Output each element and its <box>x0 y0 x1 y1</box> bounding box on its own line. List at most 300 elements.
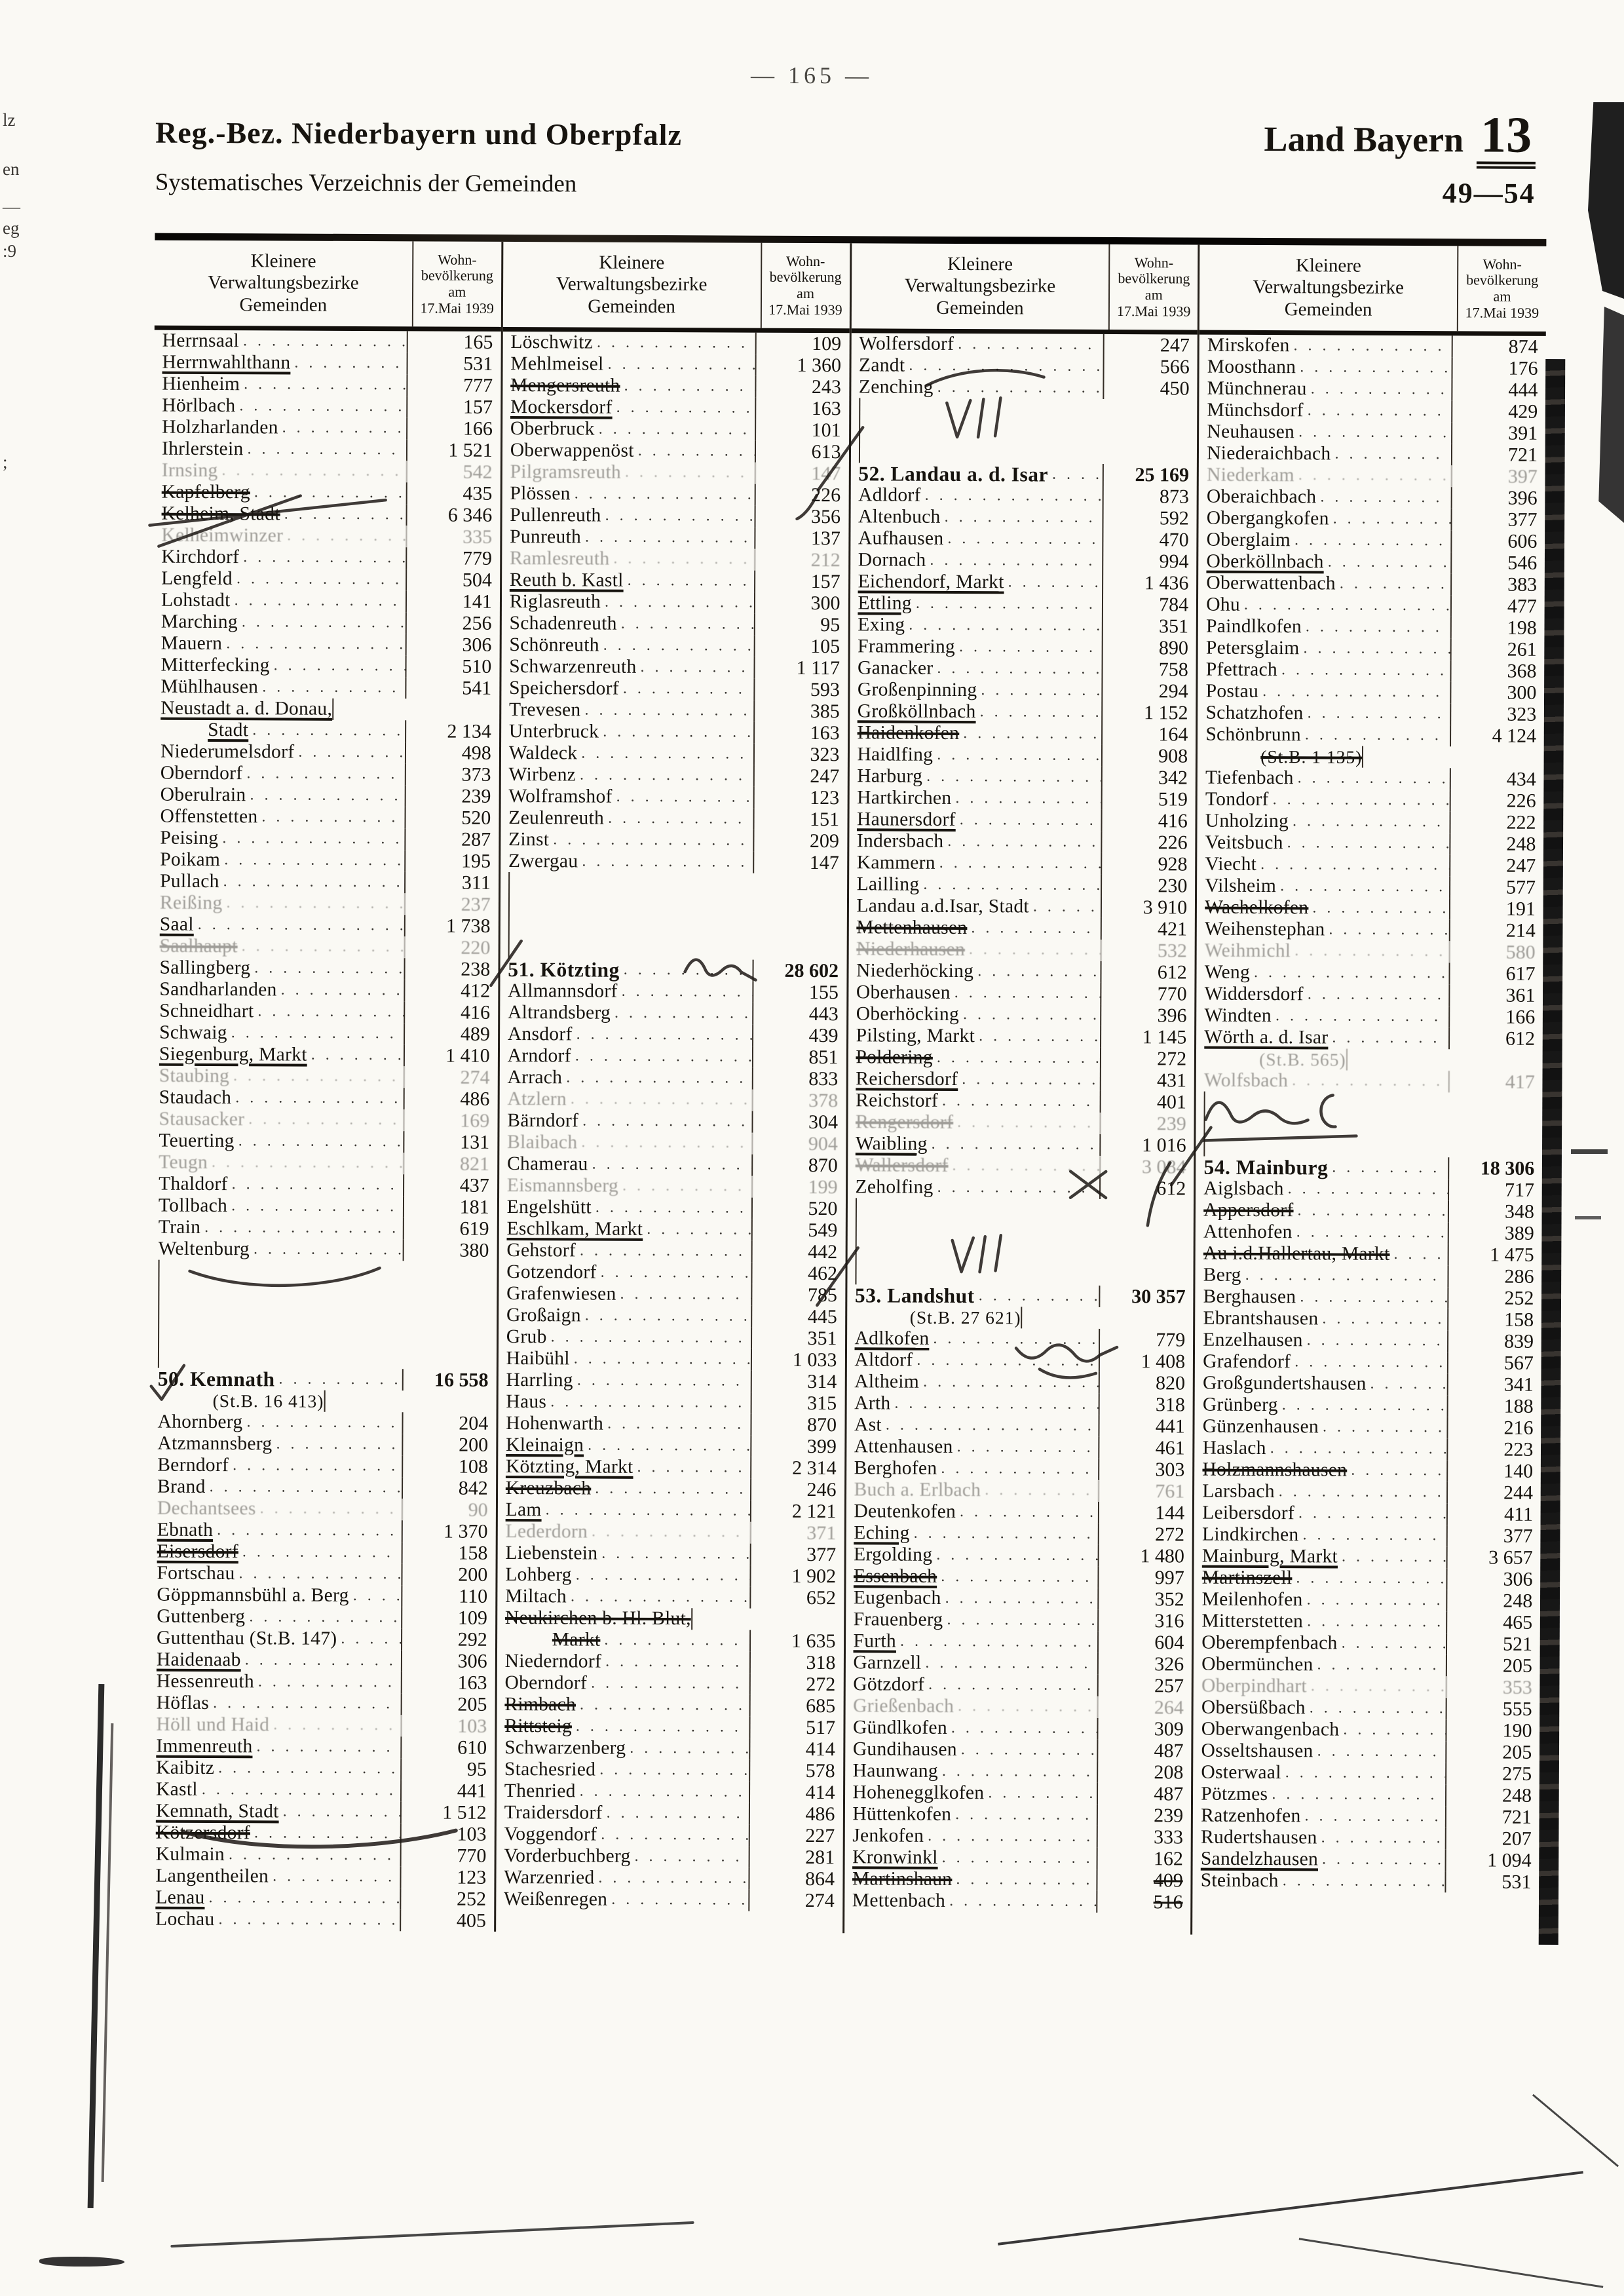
table-row <box>151 1152 497 1175</box>
table-row <box>1198 573 1545 596</box>
column-rows <box>496 332 849 1911</box>
table-row <box>501 634 848 657</box>
gemeinde-name: Weißenregen <box>504 1888 608 1910</box>
gemeinde-name: Indersbach <box>856 830 944 852</box>
population-value: 109 <box>755 333 849 355</box>
dot-leader <box>222 892 404 915</box>
gemeinde-name: Göppmannsbühl a. Berg <box>157 1584 349 1606</box>
header-left <box>155 115 682 199</box>
population-value: 287 <box>404 828 499 851</box>
population-value: 300 <box>1450 681 1544 704</box>
table-column-pair <box>496 242 852 1933</box>
dot-leader <box>214 1909 400 1931</box>
dot-leader <box>953 1112 1100 1134</box>
table-row <box>846 1436 1193 1459</box>
dot-leader <box>592 1197 751 1219</box>
gemeinde-name: Engelshütt <box>506 1196 592 1218</box>
population-value: 549 <box>751 1219 845 1242</box>
table-row <box>1199 508 1545 531</box>
population-value: 1 521 <box>406 439 500 461</box>
table-row <box>148 1844 495 1867</box>
population-value: 1 360 <box>755 354 849 377</box>
population-value: 205 <box>400 1693 495 1715</box>
table-row <box>1199 443 1545 466</box>
table-row <box>850 592 1196 615</box>
table-row <box>502 461 849 484</box>
dot-leader <box>294 742 405 764</box>
population-value: 315 <box>750 1392 844 1415</box>
dot-leader <box>599 635 754 657</box>
population-value: 244 <box>1446 1482 1541 1504</box>
header-right <box>1264 105 1536 210</box>
table-row <box>846 1414 1193 1437</box>
dot-leader <box>227 1195 403 1217</box>
dot-leader <box>1294 767 1450 790</box>
dot-leader <box>1278 1394 1447 1417</box>
gemeinde-name: Wolframshof <box>508 785 613 807</box>
gemeinde-name: Reichersdorf <box>856 1068 958 1090</box>
stb-note-row <box>150 1390 497 1413</box>
table-row <box>1193 1784 1539 1807</box>
table-row <box>148 1714 495 1737</box>
dot-leader <box>1292 1567 1446 1590</box>
table-row <box>151 1130 497 1153</box>
population-value: 181 <box>403 1196 497 1218</box>
gemeinde-name: Speichersdorf <box>509 677 619 699</box>
dot-leader <box>1266 1438 1447 1460</box>
gemeinde-name: Waibling <box>855 1133 928 1155</box>
population-value: 839 <box>1447 1330 1541 1352</box>
dot-leader <box>277 979 404 1001</box>
dot-leader <box>896 1631 1097 1653</box>
gemeinde-name: Lam <box>505 1499 542 1521</box>
dot-leader <box>603 1803 749 1825</box>
gemeinde-name: Zinst <box>508 828 550 851</box>
population-value <box>1346 1049 1441 1071</box>
table-row <box>499 1153 846 1176</box>
population-value: 904 <box>751 1133 846 1155</box>
district-range: 49—54 <box>1442 177 1536 210</box>
gemeinde-name: Vilsheim <box>1205 875 1277 897</box>
gemeinde-name: Hessenreuth <box>156 1670 254 1693</box>
population-value: 6 346 <box>406 504 500 526</box>
gemeinde-name: Train <box>158 1216 201 1238</box>
gemeinde-name: Saal <box>159 913 194 935</box>
gemeinde-name: Oberwangenbach <box>1201 1718 1340 1740</box>
population-value: 851 <box>751 1046 846 1069</box>
dot-leader <box>616 1284 750 1306</box>
table-row <box>848 917 1195 940</box>
gemeinde-name: Gündlkofen <box>852 1717 947 1738</box>
table-row <box>846 1392 1193 1415</box>
population-value: 994 <box>1102 550 1196 573</box>
population-value: 606 <box>1450 530 1545 552</box>
table-row <box>1193 1827 1539 1850</box>
dot-leader <box>958 1069 1100 1091</box>
dot-leader <box>209 1693 400 1715</box>
population-value: 318 <box>749 1652 843 1674</box>
table-row <box>850 657 1196 680</box>
gemeinde-name: Exing <box>858 614 905 636</box>
gemeinde-name: Hörlbach <box>162 394 236 417</box>
dot-leader <box>1279 1870 1445 1892</box>
dot-leader <box>941 507 1103 529</box>
table-row <box>149 1649 495 1672</box>
population-value: 405 <box>400 1909 494 1932</box>
spacer-row <box>850 398 1197 464</box>
dot-leader <box>1328 1157 1448 1179</box>
table-row <box>1196 1178 1542 1201</box>
dot-leader <box>613 786 753 809</box>
gemeinde-name: Langentheilen <box>155 1865 269 1887</box>
table-row <box>1199 356 1546 379</box>
table-row <box>153 698 499 721</box>
dot-leader <box>984 1782 1097 1805</box>
table-row <box>851 333 1198 356</box>
dot-leader <box>570 1348 751 1370</box>
dot-leader <box>220 849 404 871</box>
population-value: 166 <box>406 417 500 440</box>
column-header-population: Wohn- bevölkerung am 17.Mai 1939 <box>760 243 850 329</box>
population-value: 445 <box>751 1306 845 1328</box>
table-row <box>155 352 501 375</box>
gemeinde-name: Ast <box>854 1414 882 1436</box>
population-value <box>158 1260 253 1369</box>
gemeinde-name: Unholzing <box>1205 810 1289 832</box>
gemeinde-name: Eching <box>854 1522 910 1544</box>
table-row <box>149 1606 495 1629</box>
gemeinde-name: Ratzenhofen <box>1201 1805 1301 1827</box>
population-value: 239 <box>404 785 499 807</box>
dot-leader <box>633 1457 749 1479</box>
population-value: 227 <box>748 1825 842 1847</box>
table-row <box>497 1715 843 1738</box>
population-value: 389 <box>1448 1222 1542 1244</box>
table-row <box>1193 1805 1539 1828</box>
table-row <box>1194 1567 1541 1590</box>
table-row <box>499 1067 846 1090</box>
dot-leader <box>1367 1373 1447 1396</box>
dot-leader <box>576 764 753 786</box>
population-value: 416 <box>1101 810 1196 832</box>
table-row <box>152 806 499 829</box>
gemeinde-name: Dechantsees <box>157 1497 256 1520</box>
gemeinde-name: Oberbruck <box>510 417 595 440</box>
gemeinde-name: Lenau <box>155 1886 205 1908</box>
gemeinde-name: Poikam <box>160 849 221 871</box>
table-row <box>850 636 1196 659</box>
dot-leader <box>204 1887 400 1909</box>
population-value: 1 094 <box>1445 1849 1539 1871</box>
column-header <box>851 243 1198 334</box>
dot-leader <box>1048 464 1103 486</box>
population-value: 195 <box>404 850 499 872</box>
table-row <box>152 914 499 937</box>
table-row <box>1194 1675 1540 1698</box>
table-row <box>844 1890 1191 1913</box>
stb-note-row <box>847 1306 1194 1329</box>
table-row <box>1196 1005 1543 1028</box>
gemeinde-name: Poldering <box>856 1046 933 1068</box>
gemeinde-name: Neuhausen <box>1207 421 1295 443</box>
population-value: 300 <box>753 592 848 615</box>
dot-leader <box>588 1154 751 1176</box>
population-value: 414 <box>749 1738 843 1761</box>
gemeinde-name: Buch a. Erlbach <box>854 1479 981 1501</box>
gemeinde-name: Oberköllnbach <box>1206 550 1324 573</box>
dot-leader <box>634 440 755 463</box>
gemeinde-name: Vorderbuchberg <box>504 1845 631 1867</box>
dot-leader <box>1331 443 1451 465</box>
dot-leader <box>1272 1005 1448 1027</box>
dot-leader <box>607 1889 748 1911</box>
population-value: 157 <box>754 571 848 593</box>
population-value: 220 <box>404 936 498 959</box>
population-value: 1 370 <box>401 1520 495 1542</box>
population-value: 617 <box>1448 963 1543 985</box>
table-row <box>147 1887 494 1910</box>
dot-leader <box>1258 681 1450 703</box>
gemeinde-name: Haidenkofen <box>857 722 960 744</box>
dot-leader <box>245 1606 401 1628</box>
table-row <box>153 525 500 548</box>
dot-leader <box>349 1585 402 1607</box>
gemeinde-name: Punreuth <box>510 526 582 548</box>
dot-leader <box>1276 875 1449 898</box>
population-value: 779 <box>1099 1329 1193 1351</box>
table-row <box>848 895 1195 918</box>
table-row <box>500 807 847 830</box>
population-value: 619 <box>402 1217 497 1240</box>
population-value: 140 <box>1446 1460 1541 1482</box>
dot-leader <box>618 1176 751 1198</box>
dot-leader <box>597 1262 751 1284</box>
dot-leader <box>1301 724 1450 746</box>
dot-leader <box>975 1025 1100 1048</box>
table-row <box>151 1238 497 1261</box>
table-row <box>850 506 1197 529</box>
dot-leader <box>951 1804 1097 1826</box>
gemeinde-name: Mitterstetten <box>1201 1610 1304 1632</box>
gemeinde-name: Rimbach <box>504 1693 576 1715</box>
gemeinde-name: Grießenbach <box>853 1695 954 1717</box>
dot-leader <box>947 1717 1097 1740</box>
table-row <box>151 957 498 980</box>
table-row <box>1194 1546 1541 1569</box>
dot-leader <box>194 914 404 936</box>
population-value: 239 <box>1097 1805 1191 1827</box>
table-row <box>1199 529 1545 552</box>
dot-leader <box>578 1110 751 1132</box>
population-value: 248 <box>1449 833 1543 855</box>
table-row <box>850 527 1197 550</box>
gemeinde-name: Arth <box>854 1392 891 1414</box>
table-row <box>153 719 499 742</box>
population-value: 821 <box>403 1153 497 1175</box>
gemeinde-name: Staudach <box>159 1086 232 1109</box>
dot-leader <box>581 526 754 548</box>
dot-leader <box>934 1177 1100 1199</box>
population-value: 123 <box>753 787 847 809</box>
table-row <box>149 1476 496 1499</box>
column-header-name: Kleinere Verwaltungsbezirke Gemeinden <box>556 252 708 317</box>
region-title: Reg.-Bez. Niederbayern und Oberpfalz <box>155 115 683 152</box>
gemeinde-name: Oberaichbach <box>1206 486 1317 508</box>
table-row <box>1193 1762 1539 1785</box>
table-row <box>845 1717 1192 1740</box>
gemeinde-name: Ebnath <box>157 1519 214 1541</box>
dot-leader <box>1294 1502 1446 1525</box>
population-value: 247 <box>1449 854 1543 877</box>
gemeinde-name: Enzelhausen <box>1203 1329 1303 1351</box>
dot-leader <box>258 676 405 698</box>
gemeinde-name: Stausacker <box>159 1108 245 1130</box>
gemeinde-name: Altdorf <box>854 1349 913 1371</box>
table-row <box>500 829 847 852</box>
gemeinde-name: Kapfelberg <box>161 481 250 503</box>
table-row <box>497 1564 844 1587</box>
population-value: 531 <box>406 353 500 375</box>
municipality-table <box>147 233 1546 1936</box>
gemeinde-name: Lailling <box>856 873 920 895</box>
gemeinde-name: Großköllnbach <box>857 700 976 723</box>
table-row <box>499 1088 846 1111</box>
gemeinde-name: Tiefenbach <box>1205 767 1294 789</box>
gemeinde-name: Zandt <box>858 354 905 376</box>
table-row <box>149 1584 495 1607</box>
population-value: 351 <box>751 1328 845 1350</box>
gemeinde-name: 53. Landshut <box>854 1284 975 1308</box>
gemeinde-name: Pilsting, Markt <box>856 1025 975 1047</box>
gemeinde-name: Mühlhausen <box>161 676 259 698</box>
table-row <box>149 1433 496 1456</box>
population-value: 521 <box>1446 1633 1540 1655</box>
dot-leader <box>567 1088 751 1111</box>
dot-leader <box>1338 1546 1446 1569</box>
population-value: 411 <box>1446 1503 1541 1525</box>
gemeinde-name: Pullenreuth <box>510 504 601 526</box>
table-row <box>1193 1848 1539 1871</box>
population-value: 416 <box>404 1001 498 1024</box>
dot-leader <box>1277 659 1450 681</box>
table-row <box>846 1501 1192 1523</box>
population-value: 272 <box>1100 1048 1194 1070</box>
table-row <box>850 722 1196 745</box>
population-value: 414 <box>748 1782 842 1804</box>
population-value: 137 <box>754 527 848 550</box>
page-subtitle: Systematisches Verzeichnis der Gemeinden <box>155 168 577 198</box>
dot-leader <box>542 1499 750 1521</box>
gemeinde-name: Oberulrain <box>160 784 246 806</box>
gemeinde-name: Au i.d.Hallertau, Markt <box>1203 1242 1390 1265</box>
dot-leader <box>227 1022 404 1044</box>
population-value: 151 <box>753 809 847 831</box>
population-value: 306 <box>401 1650 495 1672</box>
gemeinde-name: Reichstorf <box>856 1090 939 1111</box>
population-value: 212 <box>754 549 848 571</box>
gemeinde-name: Stachesried <box>504 1758 596 1780</box>
population-value: 1 408 <box>1099 1350 1193 1373</box>
table-row <box>149 1520 496 1542</box>
gemeinde-name: Harrling <box>506 1369 573 1391</box>
table-row <box>845 1760 1192 1783</box>
population-value: 487 <box>1097 1783 1191 1805</box>
gemeinde-name: Deutenkofen <box>854 1501 956 1522</box>
gemeinde-name: (St.B. 565) <box>1259 1048 1346 1070</box>
population-value: 169 <box>403 1109 497 1132</box>
dot-leader <box>921 485 1103 507</box>
table-row <box>499 1175 846 1198</box>
gemeinde-name: Oberndorf <box>160 762 243 784</box>
table-row <box>1197 962 1543 985</box>
population-value: 252 <box>400 1888 494 1910</box>
dot-leader <box>1304 400 1452 422</box>
table-row <box>149 1455 496 1478</box>
gemeinde-name: Trevesen <box>508 698 581 721</box>
dot-leader <box>595 419 755 441</box>
population-value: 247 <box>1103 334 1198 356</box>
dot-leader <box>597 1824 748 1846</box>
table-row <box>1195 1308 1541 1331</box>
table-row <box>500 851 847 873</box>
table-row <box>500 786 847 809</box>
dot-leader <box>1316 486 1450 508</box>
table-row <box>849 809 1196 832</box>
table-row <box>147 1866 494 1888</box>
table-row <box>1199 486 1545 509</box>
dot-leader <box>549 829 753 851</box>
population-value: 541 <box>405 677 499 699</box>
gemeinde-name: Niederhöcking <box>856 960 974 982</box>
table-row <box>496 1867 842 1890</box>
table-row <box>498 1413 844 1436</box>
dot-leader <box>1313 1654 1446 1676</box>
dot-leader <box>943 528 1102 550</box>
gemeinde-name: Mettenhausen <box>856 917 968 939</box>
table-row <box>1198 638 1545 660</box>
population-value: 309 <box>1097 1718 1192 1740</box>
population-value: 437 <box>403 1174 497 1196</box>
stb-note-row <box>1196 1048 1543 1071</box>
table-row <box>1195 1438 1541 1461</box>
dot-leader <box>965 939 1101 961</box>
table-row <box>497 1802 843 1825</box>
population-value: 335 <box>406 526 500 548</box>
dot-leader <box>1281 1762 1446 1784</box>
gemeinde-name: Essenbach <box>853 1565 937 1587</box>
dot-leader <box>283 525 406 547</box>
gemeinde-name: Adlkofen <box>854 1328 930 1349</box>
population-value <box>332 698 426 721</box>
gemeinde-name: Lindkirchen <box>1201 1523 1299 1546</box>
dot-leader <box>636 657 753 679</box>
table-row <box>151 1001 498 1024</box>
population-value: 519 <box>1101 788 1196 811</box>
population-value: 685 <box>749 1695 843 1717</box>
gemeinde-name: Allmannsdorf <box>508 980 618 1002</box>
table-row <box>151 1195 497 1218</box>
table-row <box>846 1609 1192 1632</box>
dot-leader <box>270 655 406 677</box>
dot-leader <box>955 636 1102 659</box>
table-row <box>153 568 500 591</box>
dot-leader <box>272 1433 402 1455</box>
gemeinde-name: Viecht <box>1205 853 1257 875</box>
table-row <box>849 873 1196 896</box>
population-value: 306 <box>1446 1568 1540 1590</box>
dot-leader <box>1324 551 1451 573</box>
table-row <box>153 784 499 807</box>
